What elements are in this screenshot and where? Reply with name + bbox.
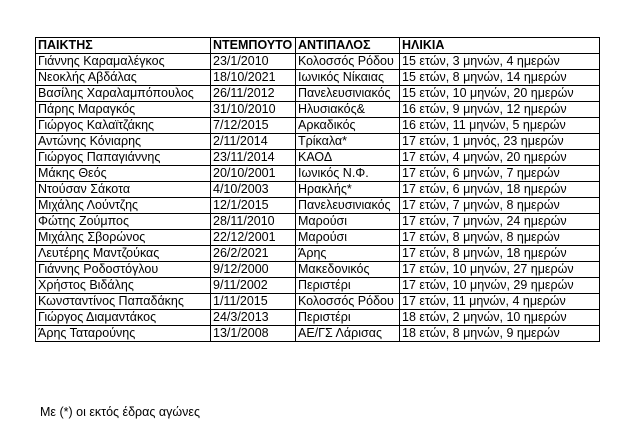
cell-debut: 23/1/2010 bbox=[211, 54, 296, 70]
cell-age: 17 ετών, 11 μηνών, 4 ημερών bbox=[400, 294, 600, 310]
table-row bbox=[36, 310, 600, 326]
cell-player: Αντώνης Κόνιαρης bbox=[36, 134, 211, 150]
cell-debut: 28/11/2010 bbox=[211, 214, 296, 230]
cell-debut: 9/12/2000 bbox=[211, 262, 296, 278]
table-row bbox=[36, 54, 600, 70]
table-row bbox=[36, 166, 600, 182]
cell-opponent: Ιωνικός Νίκαιας bbox=[296, 70, 400, 86]
cell-opponent: Πανελευσινιακός bbox=[296, 86, 400, 102]
cell-age: 17 ετών, 8 μηνών, 8 ημερών bbox=[400, 230, 600, 246]
cell-debut: 22/12/2001 bbox=[211, 230, 296, 246]
table-row bbox=[36, 198, 600, 214]
table-row bbox=[36, 102, 600, 118]
cell-age: 15 ετών, 8 μηνών, 14 ημερών bbox=[400, 70, 600, 86]
header-age: ΗΛΙΚΙΑ bbox=[400, 38, 600, 54]
cell-opponent: ΚΑΟΔ bbox=[296, 150, 400, 166]
cell-opponent: Κολοσσός Ρόδου bbox=[296, 54, 400, 70]
cell-debut: 4/10/2003 bbox=[211, 182, 296, 198]
cell-age: 17 ετών, 4 μηνών, 20 ημερών bbox=[400, 150, 600, 166]
cell-age: 17 ετών, 10 μηνών, 29 ημερών bbox=[400, 278, 600, 294]
cell-debut: 31/10/2010 bbox=[211, 102, 296, 118]
cell-opponent: Κολοσσός Ρόδου bbox=[296, 294, 400, 310]
cell-player: Βασίλης Χαραλαμπόπουλος bbox=[36, 86, 211, 102]
table-row bbox=[36, 294, 600, 310]
cell-opponent: Μαρούσι bbox=[296, 230, 400, 246]
cell-debut: 26/2/2021 bbox=[211, 246, 296, 262]
table-row bbox=[36, 278, 600, 294]
cell-opponent: Τρίκαλα* bbox=[296, 134, 400, 150]
cell-opponent: Περιστέρι bbox=[296, 278, 400, 294]
cell-debut: 2/11/2014 bbox=[211, 134, 296, 150]
cell-opponent: Πανελευσινιακός bbox=[296, 198, 400, 214]
players-table bbox=[35, 37, 600, 342]
cell-opponent: Μακεδονικός bbox=[296, 262, 400, 278]
table-row bbox=[36, 118, 600, 134]
cell-age: 18 ετών, 2 μηνών, 10 ημερών bbox=[400, 310, 600, 326]
cell-debut: 7/12/2015 bbox=[211, 118, 296, 134]
cell-player: Γιώργος Παπαγιάννης bbox=[36, 150, 211, 166]
cell-debut: 23/11/2014 bbox=[211, 150, 296, 166]
cell-player: Γιώργος Καλαϊτζάκης bbox=[36, 118, 211, 134]
cell-player: Μάκης Θεός bbox=[36, 166, 211, 182]
footnote: Με (*) οι εκτός έδρας αγώνες bbox=[40, 405, 200, 419]
table-row bbox=[36, 326, 600, 342]
cell-opponent: Αρκαδικός bbox=[296, 118, 400, 134]
table-row bbox=[36, 214, 600, 230]
cell-age: 17 ετών, 10 μηνών, 27 ημερών bbox=[400, 262, 600, 278]
table-row bbox=[36, 150, 600, 166]
cell-debut: 13/1/2008 bbox=[211, 326, 296, 342]
cell-age: 17 ετών, 6 μηνών, 18 ημερών bbox=[400, 182, 600, 198]
cell-age: 15 ετών, 3 μηνών, 4 ημερών bbox=[400, 54, 600, 70]
cell-opponent: Ιωνικός Ν.Φ. bbox=[296, 166, 400, 182]
cell-player: Άρης Ταταρούνης bbox=[36, 326, 211, 342]
cell-age: 17 ετών, 6 μηνών, 7 ημερών bbox=[400, 166, 600, 182]
table-row bbox=[36, 134, 600, 150]
table-row bbox=[36, 86, 600, 102]
cell-age: 17 ετών, 1 μηνός, 23 ημερών bbox=[400, 134, 600, 150]
table-row bbox=[36, 262, 600, 278]
cell-opponent: ΑΕ/ΓΣ Λάρισας bbox=[296, 326, 400, 342]
cell-age: 17 ετών, 8 μηνών, 18 ημερών bbox=[400, 246, 600, 262]
cell-age: 16 ετών, 9 μηνών, 12 ημερών bbox=[400, 102, 600, 118]
cell-player: Χρήστος Βιδάλης bbox=[36, 278, 211, 294]
cell-player: Φώτης Ζούμπος bbox=[36, 214, 211, 230]
header-opponent: ΑΝΤΙΠΑΛΟΣ bbox=[296, 38, 400, 54]
table-row bbox=[36, 246, 600, 262]
header-debut: ΝΤΕΜΠΟΥΤΟ bbox=[211, 38, 296, 54]
cell-player: Γιάννης Ροδοστόγλου bbox=[36, 262, 211, 278]
cell-opponent: Ηρακλής* bbox=[296, 182, 400, 198]
cell-debut: 18/10/2021 bbox=[211, 70, 296, 86]
cell-opponent: Μαρούσι bbox=[296, 214, 400, 230]
cell-age: 18 ετών, 8 μηνών, 9 ημερών bbox=[400, 326, 600, 342]
cell-debut: 20/10/2001 bbox=[211, 166, 296, 182]
cell-player: Λευτέρης Μαντζούκας bbox=[36, 246, 211, 262]
cell-player: Μιχάλης Λούντζης bbox=[36, 198, 211, 214]
table-row bbox=[36, 230, 600, 246]
table-row bbox=[36, 70, 600, 86]
cell-player: Κωνσταντίνος Παπαδάκης bbox=[36, 294, 211, 310]
cell-opponent: Ηλυσιακός& bbox=[296, 102, 400, 118]
cell-opponent: Περιστέρι bbox=[296, 310, 400, 326]
cell-debut: 26/11/2012 bbox=[211, 86, 296, 102]
header-player: ΠΑΙΚΤΗΣ bbox=[36, 38, 211, 54]
cell-age: 16 ετών, 11 μηνών, 5 ημερών bbox=[400, 118, 600, 134]
table-body bbox=[36, 54, 600, 342]
cell-player: Ντούσαν Σάκοτα bbox=[36, 182, 211, 198]
cell-player: Γιώργος Διαμαντάκος bbox=[36, 310, 211, 326]
cell-age: 17 ετών, 7 μηνών, 8 ημερών bbox=[400, 198, 600, 214]
cell-age: 17 ετών, 7 μηνών, 24 ημερών bbox=[400, 214, 600, 230]
cell-debut: 9/11/2002 bbox=[211, 278, 296, 294]
cell-debut: 12/1/2015 bbox=[211, 198, 296, 214]
cell-player: Πάρης Μαραγκός bbox=[36, 102, 211, 118]
cell-opponent: Άρης bbox=[296, 246, 400, 262]
header-row bbox=[36, 38, 600, 54]
cell-player: Νεοκλής Αβδάλας bbox=[36, 70, 211, 86]
cell-player: Μιχάλης Σβορώνος bbox=[36, 230, 211, 246]
cell-age: 15 ετών, 10 μηνών, 20 ημερών bbox=[400, 86, 600, 102]
table-row bbox=[36, 182, 600, 198]
cell-debut: 1/11/2015 bbox=[211, 294, 296, 310]
cell-player: Γιάννης Καραμαλέγκος bbox=[36, 54, 211, 70]
cell-debut: 24/3/2013 bbox=[211, 310, 296, 326]
